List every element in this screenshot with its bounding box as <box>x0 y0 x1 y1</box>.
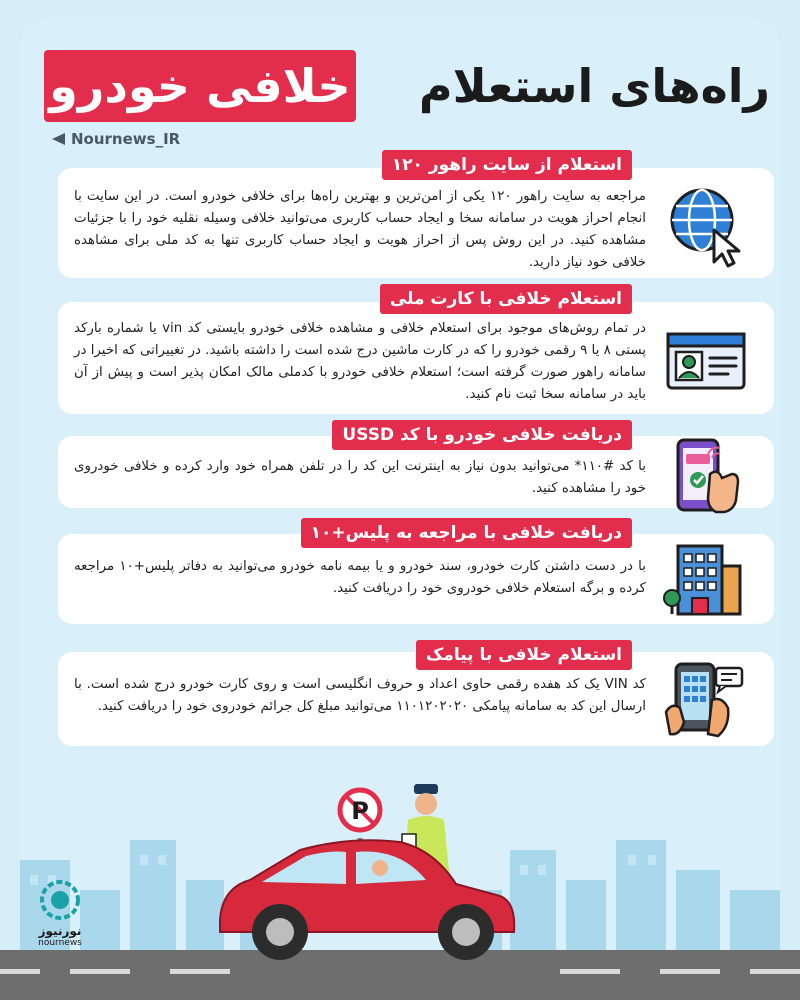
id-card-icon <box>662 316 752 406</box>
nournews-logo-icon <box>40 880 80 920</box>
card-sms <box>58 645 774 746</box>
street-scene <box>0 780 800 1000</box>
road <box>0 950 800 1000</box>
card-title: دریافت خلافی با مراجعه به پلیس+۱۰ <box>301 518 632 548</box>
logo-latin: nournews <box>38 938 82 948</box>
brand-handle[interactable] <box>52 128 180 150</box>
brand-handle-text: Nournews_IR <box>71 130 181 148</box>
globe-cursor-icon <box>662 180 752 270</box>
card-title: استعلام خلافی با پیامک <box>416 640 632 670</box>
card-police-plus10 <box>58 523 774 624</box>
logo-persian: نورنیوز <box>38 924 82 938</box>
card-ussd <box>58 425 774 508</box>
red-car-icon <box>220 840 514 960</box>
card-rahvar <box>58 155 774 278</box>
title-highlight: خلافی خودرو <box>44 50 356 122</box>
card-title: استعلام خلافی با کارت ملی <box>380 284 632 314</box>
card-national-id <box>58 289 774 414</box>
telegram-icon <box>52 133 65 145</box>
card-title: دریافت خلافی خودرو با کد USSD <box>332 420 632 450</box>
sms-phone-icon <box>662 656 752 746</box>
card-body: مراجعه به سایت راهور ۱۲۰ یکی از امن‌ترین و بهترین راه‌ها برای خلافی خودرو است. در این سایت با انجام احراز هویت در سامانه سخا و ایجاد حساب کاربری می‌توانید خلافی وسیله نقلیه خود را با جزئیات مشاهده کنید. در این روش پس از احراز هویت و ایجاد حساب کاربری تنها به کد ملی برای مشاهده خلافی خود نیاز دارید. <box>74 189 646 270</box>
card-title: استعلام از سایت راهور ۱۲۰ <box>382 150 632 180</box>
card-body: با در دست داشتن کارت خودرو، سند خودرو و یا بیمه نامه خودرو می‌توانید به دفاتر پلیس+۱۰ مراجعه کرده و برگه استعلام خلافی خودروی خود را دریافت کنید. <box>74 559 646 596</box>
sign-letter: P <box>351 797 369 825</box>
nournews-logo <box>30 880 90 948</box>
card-body: با کد #۱۱۰* می‌توانید بدون نیاز به اینترنت این کد را در تلفن همراه خود وارد کرده و خلافی خودروی خود را مشاهده کنید. <box>74 459 646 496</box>
building-icon <box>662 536 752 626</box>
card-body: کد VIN یک کد هفده رقمی حاوی اعداد و حروف انگلیسی است و روی کارت خودرو درج شده است. با ارسال این کد به سامانه پیامکی ۱۱۰۱۲۰۲۰۲۰ می‌توانید مبلغ کل جرائم خودروی خود را دریافت کنید. <box>74 677 646 714</box>
phone-tap-icon <box>662 434 752 524</box>
page-title <box>0 44 800 134</box>
card-body: در تمام روش‌های موجود برای استعلام خلافی و مشاهده خلافی خودرو بایستی کد vin یا شماره بارکد پستی ۸ یا ۹ رقمی خودرو را که در کارت ماشین درج شده است را داشته باشید. در تغییراتی که اخیرا در سامانه راهور صورت گرفته است؛ استعلام خلافی خودرو با کدملی مالک امکان پذیر است و پیش از آن باید در سامانه سخا ثبت نام کنید. <box>74 321 646 402</box>
title-main: راه‌های استعلام <box>418 59 770 113</box>
